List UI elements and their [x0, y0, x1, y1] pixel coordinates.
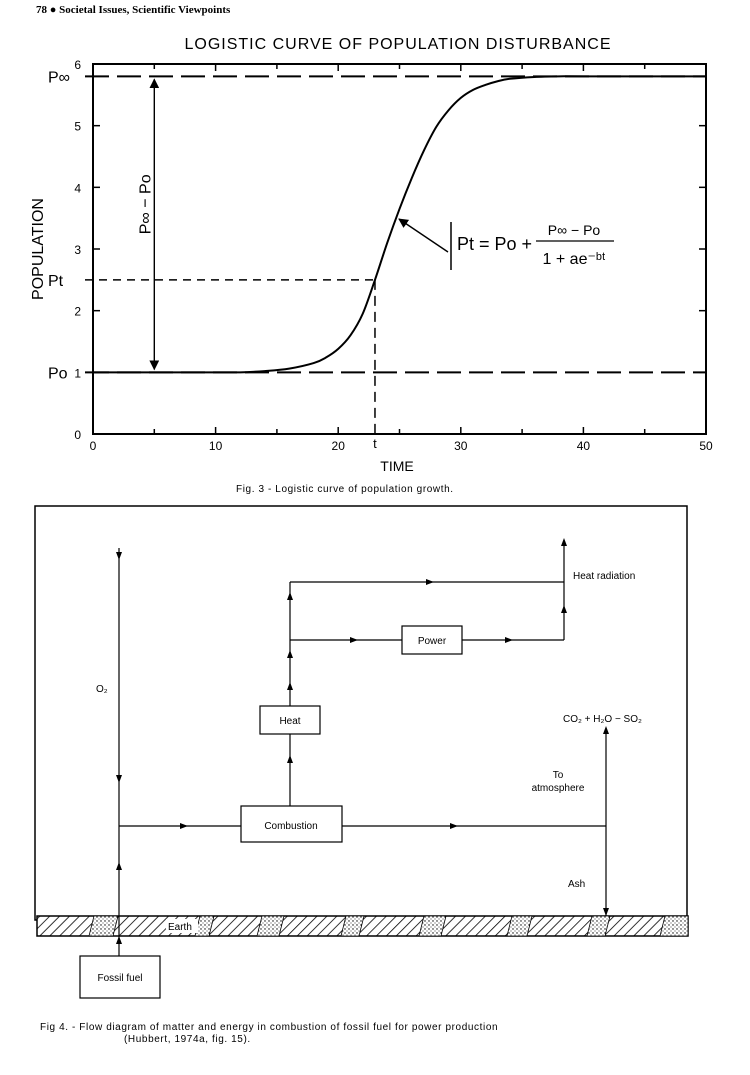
y-tick-label: 2: [74, 304, 81, 319]
x-tick-label: 30: [454, 439, 468, 453]
x-tick-label: 40: [576, 439, 591, 453]
heat-radiation-label: Heat radiation: [573, 571, 636, 582]
to-atmosphere-label-line2: atmosphere: [531, 783, 585, 794]
x-axis-label: TIME: [380, 458, 414, 474]
plot-frame: [93, 64, 706, 434]
logistic-curve: [93, 76, 706, 372]
chart-title: LOGISTIC CURVE OF POPULATION DISTURBANCE: [184, 36, 612, 53]
p-t-label: Pt: [48, 272, 64, 290]
power-label: Power: [417, 636, 447, 647]
y-tick-label: 5: [74, 119, 81, 134]
y-tick-label: 3: [74, 243, 81, 257]
y-tick-label: 1: [74, 366, 81, 381]
equation-denominator: 1 + ae⁻ᵇᵗ: [542, 251, 606, 268]
equation-pointer-arrow: [399, 219, 448, 252]
equation-lhs: Pt = Po +: [457, 234, 533, 254]
flow-diagram: [0, 500, 750, 1015]
equation-numerator: P∞ − Po: [547, 222, 601, 238]
p-infinity-label: P∞: [48, 69, 71, 87]
figure3-caption: Fig. 3 - Logistic curve of population growth.: [236, 484, 454, 495]
figure4-caption-line1: Fig 4. - Flow diagram of matter and energy in combustion of fossil fuel for power production: [40, 1022, 499, 1033]
ash-label: Ash: [568, 879, 586, 890]
asymptote-lines: [85, 76, 706, 440]
t-marker-label: t: [373, 436, 377, 451]
figure4-caption-line2: (Hubbert, 1974a, fig. 15).: [124, 1034, 251, 1045]
tick-marks: [93, 64, 706, 434]
x-tick-label: 20: [331, 439, 345, 453]
combustion-label: Combustion: [264, 821, 318, 832]
x-tick-label: 0: [89, 439, 97, 453]
diagram-frame: [35, 506, 687, 920]
x-tick-label: 50: [699, 439, 713, 453]
y-tick-label: 0: [74, 428, 81, 442]
heat-label: Heat: [279, 716, 301, 727]
figure4-caption: [40, 1022, 498, 1046]
logistic-chart: [0, 0, 750, 480]
earth-label: Earth: [168, 922, 192, 933]
range-arrow-label: P∞ − Po: [137, 174, 155, 235]
y-tick-label: 4: [74, 181, 81, 196]
y-axis-label: POPULATION: [30, 198, 47, 300]
p-zero-label: Po: [48, 365, 68, 383]
x-tick-label: 10: [208, 439, 223, 453]
fossil-fuel-label: Fossil fuel: [97, 973, 143, 984]
running-head: 78 ● Societal Issues, Scientific Viewpoints: [36, 4, 231, 16]
flow-arrowheads: [116, 538, 609, 944]
y-tick-label: 6: [74, 58, 81, 72]
o2-label: O₂: [96, 684, 108, 695]
to-atmosphere-label-line1: To: [552, 770, 564, 781]
flow-lines: [119, 542, 606, 966]
products-label: CO₂ + H₂O − SO₂: [563, 714, 642, 725]
